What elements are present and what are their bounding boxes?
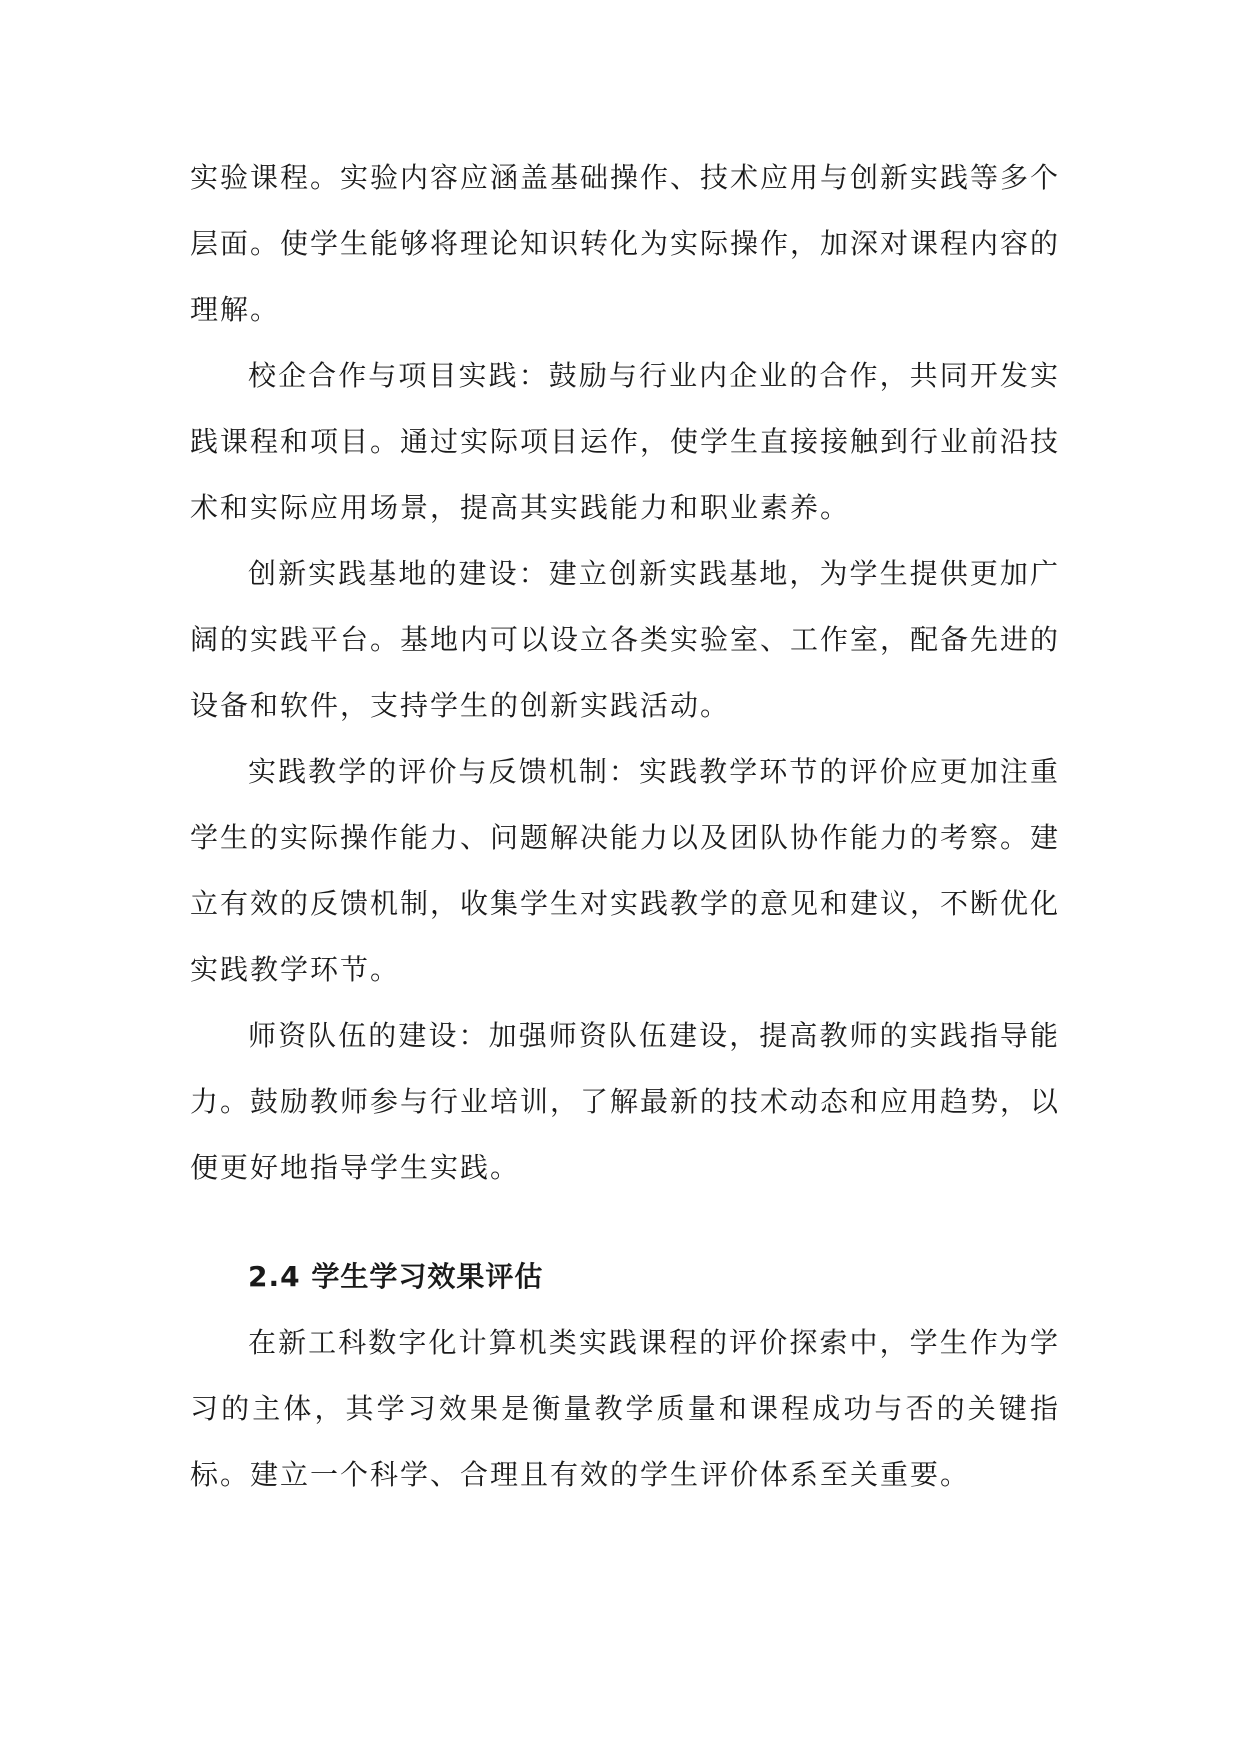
paragraph-innovation-base: 创新实践基地的建设：建立创新实践基地，为学生提供更加广阔的实践平台。基地内可以设立各类实验室、工作室，配备先进的设备和软件，支持学生的创新实践活动。 xyxy=(190,557,1061,722)
paragraph-continuation: 实验课程。实验内容应涵盖基础操作、技术应用与创新实践等多个层面。使学生能够将理论知识转化为实际操作，加深对课程内容的理解。 xyxy=(190,161,1061,326)
paragraph-learning-assessment: 在新工科数字化计算机类实践课程的评价探索中，学生作为学习的主体，其学习效果是衡量教学质量和课程成功与否的关键指标。建立一个科学、合理且有效的学生评价体系至关重要。 xyxy=(190,1326,1060,1491)
document-body xyxy=(190,145,1060,1508)
paragraph-school-enterprise-cooperation: 校企合作与项目实践：鼓励与行业内企业的合作，共同开发实践课程和项目。通过实际项目运作，使学生直接接触到行业前沿技术和实际应用场景，提高其实践能力和职业素养。 xyxy=(190,359,1061,524)
section-heading: 2.4 学生学习效果评估 xyxy=(248,1260,544,1293)
paragraph-teaching-staff: 师资队伍的建设：加强师资队伍建设，提高教师的实践指导能力。鼓励教师参与行业培训，了解最新的技术动态和应用趋势，以便更好地指导学生实践。 xyxy=(190,1019,1061,1184)
paragraph-evaluation-feedback: 实践教学的评价与反馈机制：实践教学环节的评价应更加注重学生的实际操作能力、问题解决能力以及团队协作能力的考察。建立有效的反馈机制，收集学生对实践教学的意见和建议，不断优化实践教学环节。 xyxy=(190,755,1061,986)
